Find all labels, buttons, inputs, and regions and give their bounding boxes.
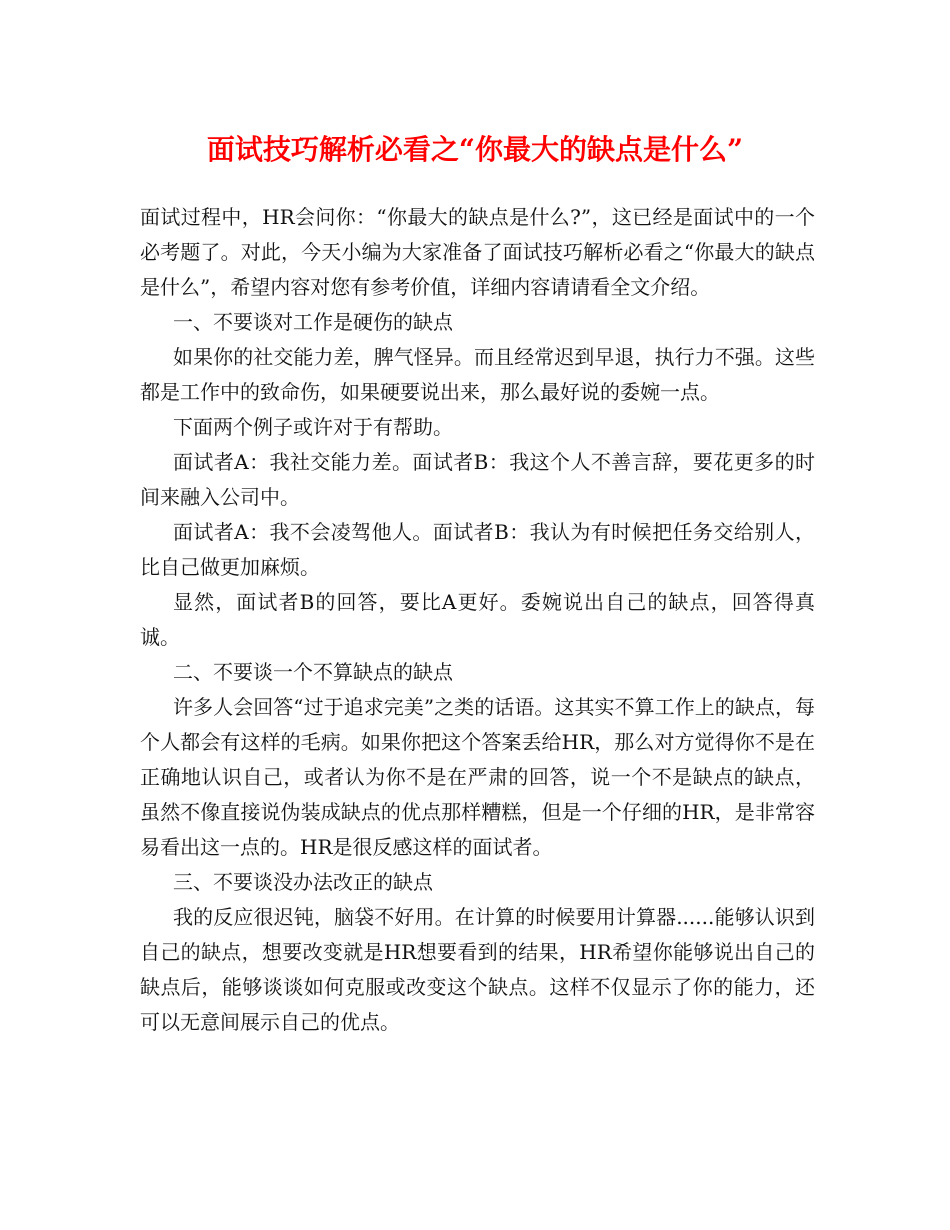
document-body — [140, 200, 815, 1040]
document-title: 面试技巧解析必看之“你最大的缺点是什么” — [206, 133, 744, 166]
section-heading-1: 一、不要谈对工作是硬伤的缺点 — [173, 310, 453, 334]
paragraph: 我的反应很迟钝，脑袋不好用。在计算的时候要用计算器......能够认识到自己的缺点，想要改变就是HR想要看到的结果，HR希望你能够说出自己的缺点后，能够谈谈如何克服或改变这个缺点。这样不仅显示了你的能力，还可以无意间展示自己的优点。 — [140, 905, 815, 1034]
paragraph: 下面两个例子或许对于有帮助。 — [173, 415, 453, 439]
paragraph-example: 面试者A：我不会凌驾他人。面试者B：我认为有时候把任务交给别人，比自己做更加麻烦。 — [140, 520, 815, 579]
paragraph: 如果你的社交能力差，脾气怪异。而且经常迟到早退，执行力不强。这些都是工作中的致命伤，如果硬要说出来，那么最好说的委婉一点。 — [140, 345, 815, 404]
paragraph-intro: 面试过程中，HR会问你：“你最大的缺点是什么?”，这已经是面试中的一个必考题了。对此，今天小编为大家准备了面试技巧解析必看之“你最大的缺点是什么”，希望内容对您有参考价值，详细内容请请看全文介绍。 — [140, 205, 815, 299]
paragraph: 许多人会回答“过于追求完美”之类的话语。这其实不算工作上的缺点，每个人都会有这样的毛病。如果你把这个答案丢给HR，那么对方觉得你不是在正确地认识自己，或者认为你不是在严肃的回答，说一个不是缺点的缺点，虽然不像直接说伪装成缺点的优点那样糟糕，但是一个仔细的HR，是非常容易看出这一点的。HR是很反感这样的面试者。 — [140, 695, 815, 859]
paragraph-example: 面试者A：我社交能力差。面试者B：我这个人不善言辞，要花更多的时间来融入公司中。 — [140, 450, 815, 509]
section-heading-2: 二、不要谈一个不算缺点的缺点 — [173, 660, 453, 684]
paragraph: 显然，面试者B的回答，要比A更好。委婉说出自己的缺点，回答得真诚。 — [140, 590, 815, 649]
section-heading-3: 三、不要谈没办法改正的缺点 — [173, 870, 433, 894]
